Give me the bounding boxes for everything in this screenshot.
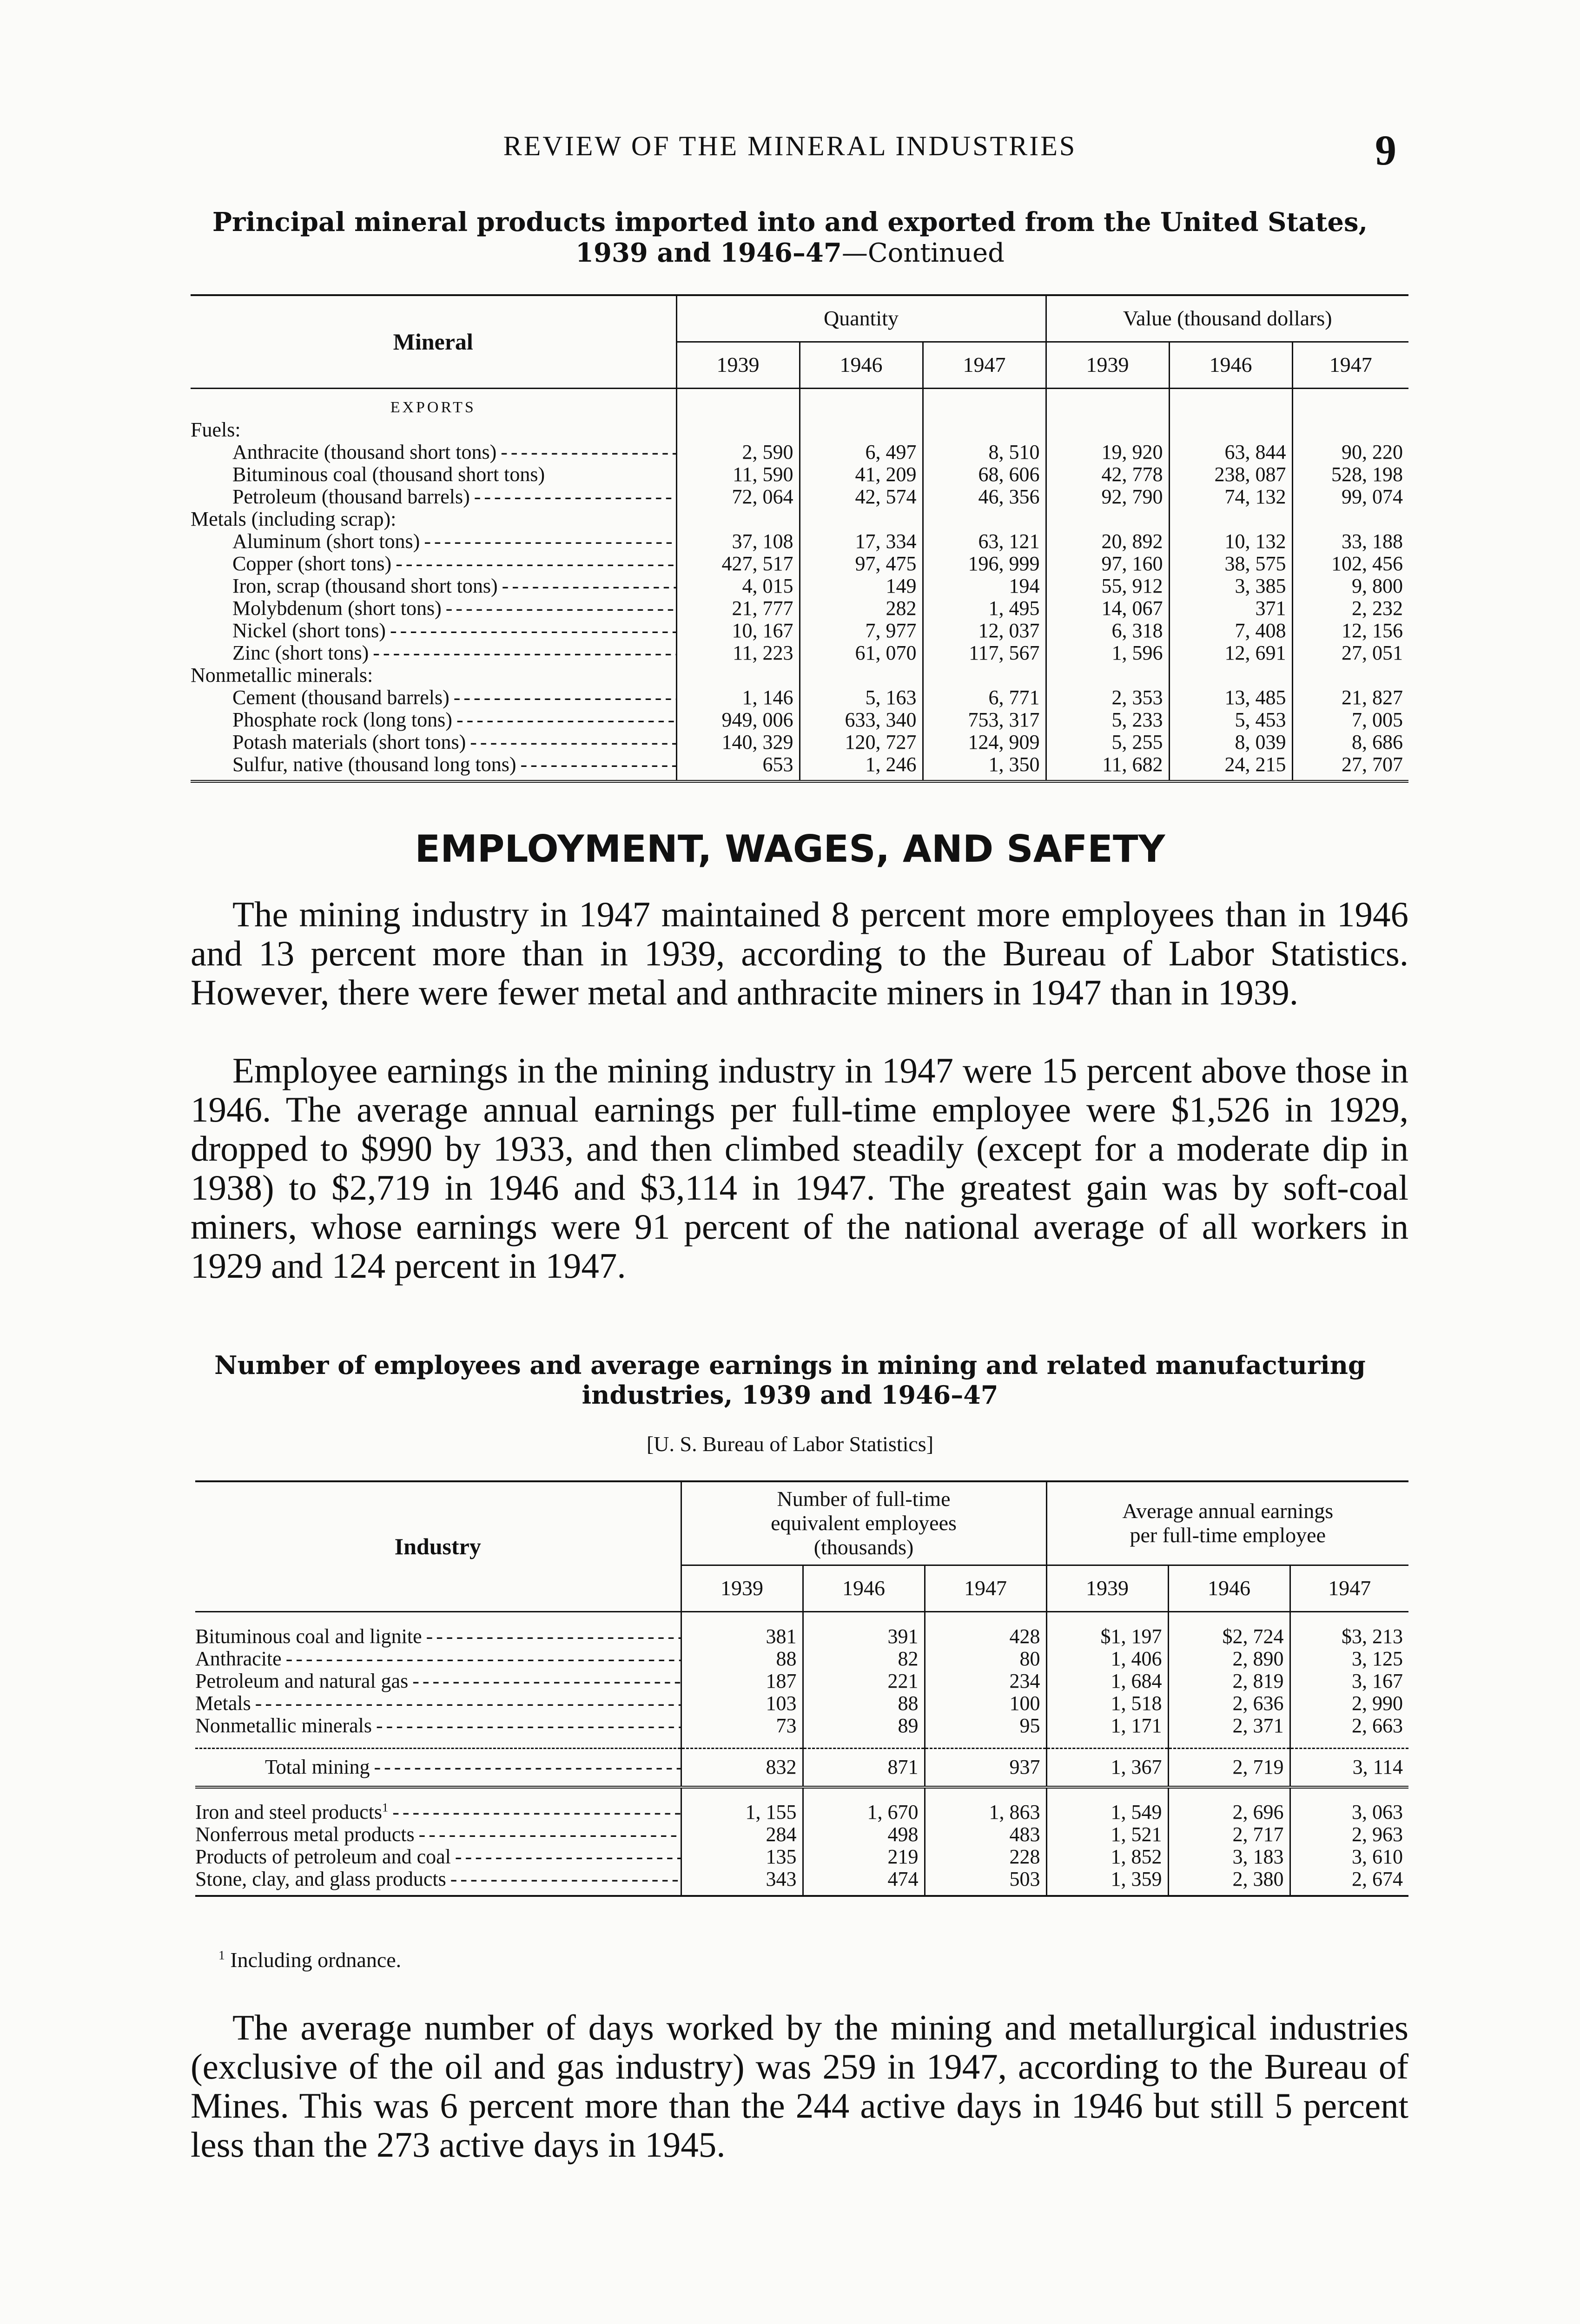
page-number: 9 — [1375, 126, 1396, 174]
cell: 13, 485 — [1169, 687, 1292, 709]
cell: 832 — [681, 1748, 803, 1787]
cell: 2, 371 — [1168, 1715, 1290, 1737]
cell: 27, 707 — [1292, 753, 1408, 781]
row-label: Aluminum (short tons) - - - — [232, 530, 676, 553]
paragraph-2: Employee earnings in the mining industry in 1947 were 15 percent above those in 1946. The average annual earnings per full-time employee were $1,526 in 1929, dropped to $990 by 1933, and then climbed steadily (except for a moderate dip in 1938) to $2,719 in 1946 and $3,114 in 1947. The greatest gain was by soft-coal miners, whose earnings were 91 percent of the national average of all workers in 1929 and 124 percent in 1947. — [191, 1050, 1408, 1286]
cell: 97, 475 — [800, 553, 923, 575]
table-row — [195, 1715, 1408, 1737]
cell: 937 — [925, 1748, 1046, 1787]
row-label: Sulfur, native (thousand long tons) - - - — [232, 753, 676, 776]
cell: 89 — [803, 1715, 925, 1737]
cell: 10, 132 — [1169, 530, 1292, 553]
table-row — [195, 1625, 1408, 1648]
cell: 428 — [925, 1625, 1046, 1648]
cell: 391 — [803, 1625, 925, 1648]
cell: 3, 610 — [1290, 1846, 1408, 1868]
table2-group-earnings-line2: per full-time employee — [1130, 1523, 1326, 1547]
row-label: Total mining - - - — [265, 1756, 681, 1778]
cell: 17, 334 — [800, 530, 923, 553]
cell: 1, 670 — [803, 1801, 925, 1823]
table-row — [195, 1801, 1408, 1823]
table1-group-quantity: Quantity — [676, 295, 1046, 342]
cell: 124, 909 — [923, 731, 1046, 753]
cell: 42, 778 — [1046, 463, 1169, 486]
cell: 95 — [925, 1715, 1046, 1737]
cell: 483 — [925, 1823, 1046, 1846]
row-label: Iron, scrap (thousand short tons) - - - — [232, 575, 676, 597]
cell: 11, 590 — [676, 463, 800, 486]
cell: 427, 517 — [676, 553, 800, 575]
row-label: Petroleum (thousand barrels) - - - — [232, 486, 676, 508]
cell: 21, 827 — [1292, 687, 1408, 709]
table2-group-employees-line2: equivalent employees — [771, 1511, 957, 1535]
cell: 24, 215 — [1169, 753, 1292, 781]
table-row — [195, 1846, 1408, 1868]
cell: 63, 844 — [1169, 441, 1292, 463]
table-row — [191, 530, 1408, 553]
cell: 2, 963 — [1290, 1823, 1408, 1846]
table-row — [191, 553, 1408, 575]
cell: 2, 717 — [1168, 1823, 1290, 1846]
cell: 33, 188 — [1292, 530, 1408, 553]
cell: 1, 549 — [1046, 1801, 1168, 1823]
cell: 1, 246 — [800, 753, 923, 781]
cell: 753, 317 — [923, 709, 1046, 731]
table2-group-employees-line1: Number of full-time — [777, 1487, 951, 1511]
row-label: Bituminous coal and lignite - - - — [195, 1625, 681, 1648]
table1-section-exports: EXPORTS — [390, 398, 476, 416]
table1-caption-line1: Principal mineral products imported into and exported from the United States, — [212, 207, 1368, 238]
table-row — [191, 709, 1408, 731]
cell: 474 — [803, 1868, 925, 1896]
row-label: Nonmetallic minerals - - - — [195, 1715, 681, 1737]
table1-group-value: Value (thousand dollars) — [1046, 295, 1408, 342]
table1-caption-line2 — [0, 238, 1580, 269]
cell: 871 — [803, 1748, 925, 1787]
table2-caption-line1: Number of employees and average earnings in mining and related manufacturing — [214, 1350, 1366, 1380]
cell: 219 — [803, 1846, 925, 1868]
cell: 528, 198 — [1292, 463, 1408, 486]
row-label: Zinc (short tons) - - - — [232, 642, 676, 664]
table1-category-row — [191, 508, 1408, 530]
cell: 100 — [925, 1692, 1046, 1715]
table1-caption — [0, 207, 1580, 269]
cell: 3, 114 — [1290, 1748, 1408, 1787]
cell: 1, 367 — [1046, 1748, 1168, 1787]
cell: 4, 015 — [676, 575, 800, 597]
cell: 1, 596 — [1046, 642, 1169, 664]
cell: 381 — [681, 1625, 803, 1648]
running-head — [0, 125, 1580, 174]
cell: 498 — [803, 1823, 925, 1846]
row-label: Nickel (short tons) - - - — [232, 620, 676, 642]
row-label: Iron and steel products — [195, 1801, 382, 1823]
cell: 99, 074 — [1292, 486, 1408, 508]
table2-year-header: 1939 — [1046, 1565, 1168, 1611]
table1-year-header: 1939 — [1046, 342, 1169, 388]
table2-caption — [0, 1350, 1580, 1410]
table-row — [191, 575, 1408, 597]
cell: 2, 590 — [676, 441, 800, 463]
cell: 55, 912 — [1046, 575, 1169, 597]
cell: 1, 518 — [1046, 1692, 1168, 1715]
table1-year-header: 1947 — [923, 342, 1046, 388]
row-label: Nonferrous metal products - - - — [195, 1823, 681, 1846]
table1-category: Metals (including scrap): — [191, 507, 397, 530]
cell: $2, 724 — [1168, 1625, 1290, 1648]
cell: 90, 220 — [1292, 441, 1408, 463]
cell: 1, 495 — [923, 597, 1046, 620]
paragraph-1: The mining industry in 1947 maintained 8 percent more employees than in 1946 and 13 percent more than in 1939, according to the Bureau of Labor Statistics. However, there were fewer metal and anthracite miners in 1947 than in 1939. — [191, 894, 1408, 1012]
cell: 11, 682 — [1046, 753, 1169, 781]
row-label: Products of petroleum and coal - - - — [195, 1846, 681, 1868]
table1-year-header: 1939 — [676, 342, 800, 388]
cell: 949, 006 — [676, 709, 800, 731]
table-row — [191, 687, 1408, 709]
cell: 68, 606 — [923, 463, 1046, 486]
cell: 21, 777 — [676, 597, 800, 620]
table1-year-header: 1947 — [1292, 342, 1408, 388]
cell: 73 — [681, 1715, 803, 1737]
cell: 63, 121 — [923, 530, 1046, 553]
cell: 8, 039 — [1169, 731, 1292, 753]
row-label: Molybdenum (short tons) - - - — [232, 597, 676, 620]
table2-year-header: 1939 — [681, 1565, 803, 1611]
table1-category-row — [191, 664, 1408, 687]
cell: 653 — [676, 753, 800, 781]
footnote-text: Including ordnance. — [230, 1948, 402, 1972]
table-row — [191, 731, 1408, 753]
cell: 633, 340 — [800, 709, 923, 731]
table1-caption-continued: —Continued — [841, 238, 1005, 268]
table-row — [195, 1868, 1408, 1896]
cell: 2, 353 — [1046, 687, 1169, 709]
cell: 3, 063 — [1290, 1801, 1408, 1823]
table2-group-employees — [681, 1481, 1046, 1565]
cell: 2, 696 — [1168, 1801, 1290, 1823]
table-row — [191, 753, 1408, 781]
cell: 9, 800 — [1292, 575, 1408, 597]
cell: 1, 684 — [1046, 1670, 1168, 1692]
cell: 19, 920 — [1046, 441, 1169, 463]
table2-group-earnings-line1: Average annual earnings — [1122, 1499, 1334, 1523]
table-row — [191, 441, 1408, 463]
cell: 2, 990 — [1290, 1692, 1408, 1715]
cell: 27, 051 — [1292, 642, 1408, 664]
cell: 88 — [803, 1692, 925, 1715]
cell: 117, 567 — [923, 642, 1046, 664]
table-row — [195, 1648, 1408, 1670]
cell: 6, 497 — [800, 441, 923, 463]
table2-source: [U. S. Bureau of Labor Statistics] — [646, 1432, 934, 1456]
cell: 503 — [925, 1868, 1046, 1896]
cell: 61, 070 — [800, 642, 923, 664]
total-row — [195, 1748, 1408, 1787]
cell: 194 — [923, 575, 1046, 597]
table-row — [191, 463, 1408, 486]
cell: 11, 223 — [676, 642, 800, 664]
cell: 284 — [681, 1823, 803, 1846]
cell: 234 — [925, 1670, 1046, 1692]
cell: 5, 453 — [1169, 709, 1292, 731]
running-title: REVIEW OF THE MINERAL INDUSTRIES — [503, 131, 1077, 161]
cell: 1, 171 — [1046, 1715, 1168, 1737]
row-label: Copper (short tons) - - - — [232, 553, 676, 575]
cell: 12, 037 — [923, 620, 1046, 642]
cell: 8, 686 — [1292, 731, 1408, 753]
cell: 221 — [803, 1670, 925, 1692]
row-label: Potash materials (short tons) - - - — [232, 731, 676, 753]
cell: 371 — [1169, 597, 1292, 620]
cell: 37, 108 — [676, 530, 800, 553]
table1-year-header: 1946 — [1169, 342, 1292, 388]
table-row — [191, 620, 1408, 642]
cell: 92, 790 — [1046, 486, 1169, 508]
footnote-marker: 1 — [382, 1801, 389, 1815]
row-label: Bituminous coal (thousand short tons) — [232, 463, 545, 486]
footnote — [218, 1948, 401, 1972]
table2-year-header: 1947 — [925, 1565, 1046, 1611]
cell: 7, 977 — [800, 620, 923, 642]
cell: 12, 691 — [1169, 642, 1292, 664]
cell: 238, 087 — [1169, 463, 1292, 486]
table2-group-earnings — [1046, 1481, 1408, 1565]
footnote-marker: 1 — [218, 1948, 225, 1962]
row-label: Anthracite (thousand short tons) - - - — [232, 441, 676, 463]
cell: 82 — [803, 1648, 925, 1670]
table-row — [191, 597, 1408, 620]
table2-year-header: 1946 — [803, 1565, 925, 1611]
cell: 1, 350 — [923, 753, 1046, 781]
section-heading: EMPLOYMENT, WAGES, AND SAFETY — [415, 827, 1165, 871]
cell: 2, 636 — [1168, 1692, 1290, 1715]
cell: 88 — [681, 1648, 803, 1670]
cell: 6, 771 — [923, 687, 1046, 709]
table-row — [195, 1670, 1408, 1692]
cell: 1, 155 — [681, 1801, 803, 1823]
cell: 343 — [681, 1868, 803, 1896]
cell: 196, 999 — [923, 553, 1046, 575]
row-label: Petroleum and natural gas - - - — [195, 1670, 681, 1692]
cell: 135 — [681, 1846, 803, 1868]
table2-year-header: 1947 — [1290, 1565, 1408, 1611]
cell: 8, 510 — [923, 441, 1046, 463]
cell: 72, 064 — [676, 486, 800, 508]
row-label: Phosphate rock (long tons) - - - — [232, 709, 676, 731]
cell: 20, 892 — [1046, 530, 1169, 553]
cell: 41, 209 — [800, 463, 923, 486]
table-row — [195, 1692, 1408, 1715]
cell: 7, 005 — [1292, 709, 1408, 731]
cell: 149 — [800, 575, 923, 597]
row-label: Stone, clay, and glass products - - - — [195, 1868, 681, 1890]
cell: 282 — [800, 597, 923, 620]
table2-group-employees-line3: (thousands) — [813, 1535, 914, 1559]
table2-year-header: 1946 — [1168, 1565, 1290, 1611]
table2-stub-header: Industry — [195, 1481, 681, 1611]
employment-table — [195, 1480, 1408, 1897]
cell: 1, 146 — [676, 687, 800, 709]
exports-table — [191, 294, 1408, 783]
table-row — [191, 486, 1408, 508]
cell: 5, 233 — [1046, 709, 1169, 731]
cell: 80 — [925, 1648, 1046, 1670]
cell: 120, 727 — [800, 731, 923, 753]
cell: 140, 329 — [676, 731, 800, 753]
cell: 3, 167 — [1290, 1670, 1408, 1692]
cell: 2, 663 — [1290, 1715, 1408, 1737]
cell: 6, 318 — [1046, 620, 1169, 642]
cell: 187 — [681, 1670, 803, 1692]
cell: 46, 356 — [923, 486, 1046, 508]
cell: 12, 156 — [1292, 620, 1408, 642]
cell: 2, 232 — [1292, 597, 1408, 620]
cell: 97, 160 — [1046, 553, 1169, 575]
cell: 2, 819 — [1168, 1670, 1290, 1692]
cell: 74, 132 — [1169, 486, 1292, 508]
cell: 103 — [681, 1692, 803, 1715]
paragraph-3: The average number of days worked by the mining and metallurgical industries (exclusive of the oil and gas industry) was 259 in 1947, according to the Bureau of Mines. This was 6 percent more than the 244 active days in 1946 but still 5 percent less than the 273 active days in 1945. — [191, 2007, 1408, 2165]
cell: 5, 255 — [1046, 731, 1169, 753]
cell: 1, 852 — [1046, 1846, 1168, 1868]
table-row — [195, 1823, 1408, 1846]
cell: 1, 359 — [1046, 1868, 1168, 1896]
cell: 7, 408 — [1169, 620, 1292, 642]
cell: 3, 385 — [1169, 575, 1292, 597]
table1-year-header: 1946 — [800, 342, 923, 388]
cell: 102, 456 — [1292, 553, 1408, 575]
row-label: Cement (thousand barrels) - - - — [232, 687, 676, 709]
cell: 3, 183 — [1168, 1846, 1290, 1868]
cell: 10, 167 — [676, 620, 800, 642]
cell: 3, 125 — [1290, 1648, 1408, 1670]
cell: 5, 163 — [800, 687, 923, 709]
cell: 2, 890 — [1168, 1648, 1290, 1670]
cell: 42, 574 — [800, 486, 923, 508]
table2-caption-line2: industries, 1939 and 1946–47 — [582, 1380, 998, 1410]
cell: 2, 719 — [1168, 1748, 1290, 1787]
table1-category-row — [191, 419, 1408, 441]
row-label: Anthracite - - - — [195, 1648, 681, 1670]
table1-stub-header: Mineral — [191, 295, 676, 388]
cell: 1, 863 — [925, 1801, 1046, 1823]
cell: 228 — [925, 1846, 1046, 1868]
cell: 1, 521 — [1046, 1823, 1168, 1846]
cell: $1, 197 — [1046, 1625, 1168, 1648]
table1-category: Fuels: — [191, 418, 241, 441]
cell: 2, 674 — [1290, 1868, 1408, 1896]
cell: 14, 067 — [1046, 597, 1169, 620]
row-label: Metals - - - — [195, 1692, 681, 1715]
cell: 38, 575 — [1169, 553, 1292, 575]
cell: 2, 380 — [1168, 1868, 1290, 1896]
cell: 1, 406 — [1046, 1648, 1168, 1670]
table1-caption-years: 1939 and 1946–47 — [575, 238, 842, 268]
table-row — [191, 642, 1408, 664]
table1-category: Nonmetallic minerals: — [191, 663, 373, 687]
cell: $3, 213 — [1290, 1625, 1408, 1648]
